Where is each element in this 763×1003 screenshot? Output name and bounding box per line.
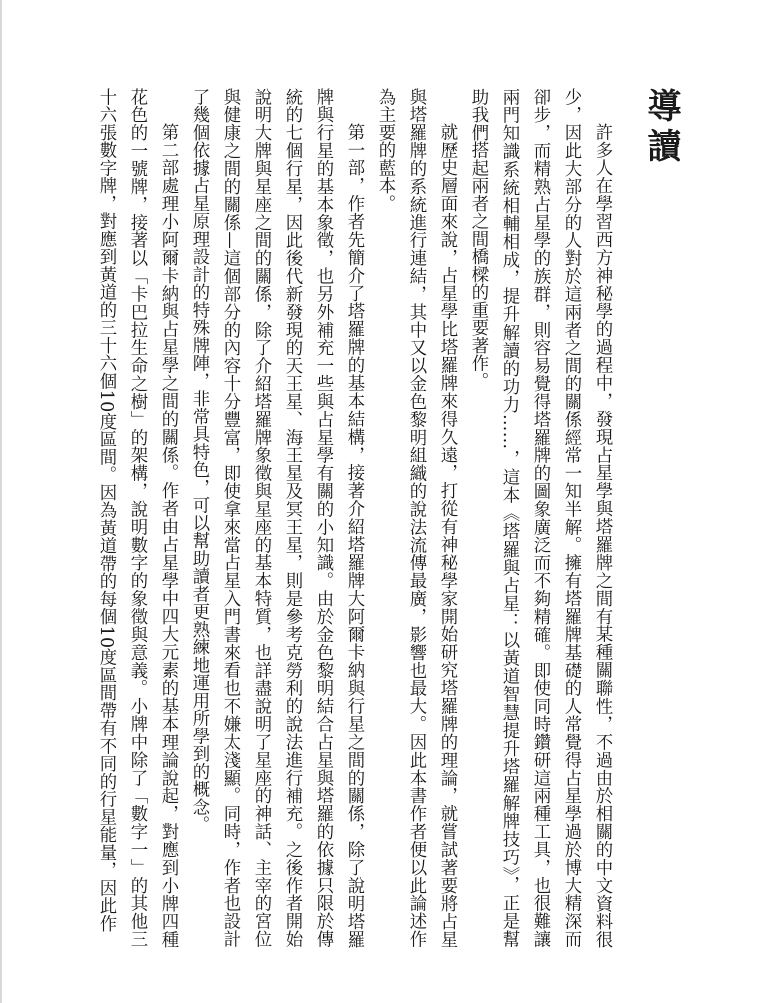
paragraph-4: 第二部處理小阿爾卡納與占星學之間的關係。作者由占星學中四大元素的基本理論說起，對應到小牌四種花色的一號牌，接著以「卡巴拉生命之樹」的架構，說明數字的象徵與意義。小牌中除了「數字一」的其他三十六張數字牌，對應到黃道的三十六個10度區間。因為黃道帶的每個10度區間帶有不同的行星能量，因此作 [96, 88, 178, 948]
paragraph-1: 許多人在學習西方神秘學的過程中，發現占星學與塔羅牌之間有某種關聯性，不過由於相關的中文資料很少，因此大部分的人對於這兩者之間的關係經常一知半解。擁有塔羅牌基礎的人常覺得占星學過於博大精深而卻步，而精熟占星學的族群，則容易覺得塔羅牌的圖象廣泛而不夠精確。即使同時鑽研這兩種工具，也很難讓兩門知識系統相輔相成，提升解讀的功力……，這本《塔羅與占星：以黃道智慧提升塔羅解牌技巧》，正是幫助我們搭起兩者之間橋樑的重要著作。 [468, 88, 612, 948]
page-edge [0, 0, 2, 1003]
vertical-text-block [90, 88, 683, 948]
paragraph-3: 第一部，作者先簡介了塔羅牌的基本結構，接著介紹塔羅牌大阿爾卡納與行星之間的關係，除了說明塔羅牌與行星的基本象徵，也另外補充一些與占星學有關的小知識。由於金色黎明結合占星與塔羅的依據只限於傳統的七個行星，因此後代新發現的天王星、海王星及冥王星，則是參考克勞利的說法進行補充。之後作者開始說明大牌與星座之間的關係，除了介紹塔羅牌象徵與星座的基本特質，也詳盡說明了星座的神話、主宰的宮位與健康之間的關係—這個部分的內容十分豐富，即使拿來當占星入門書來看也不嫌太淺顯。同時，作者也設計了幾個依據占星原理設計的特殊牌陣，非常具特色，可以幫助讀者更熟練地運用所學到的概念。 [189, 88, 364, 948]
paragraph-2: 就歷史層面來說，占星學比塔羅牌來得久遠，打從有神秘學家開始研究塔羅牌的理論，就嘗試著要將占星與塔羅牌的系統進行連結，其中又以金色黎明組織的說法流傳最廣，影響也最大。因此本書作者便以此論述作為主要的藍本。 [375, 88, 457, 948]
chapter-title: 導讀 [641, 88, 681, 168]
